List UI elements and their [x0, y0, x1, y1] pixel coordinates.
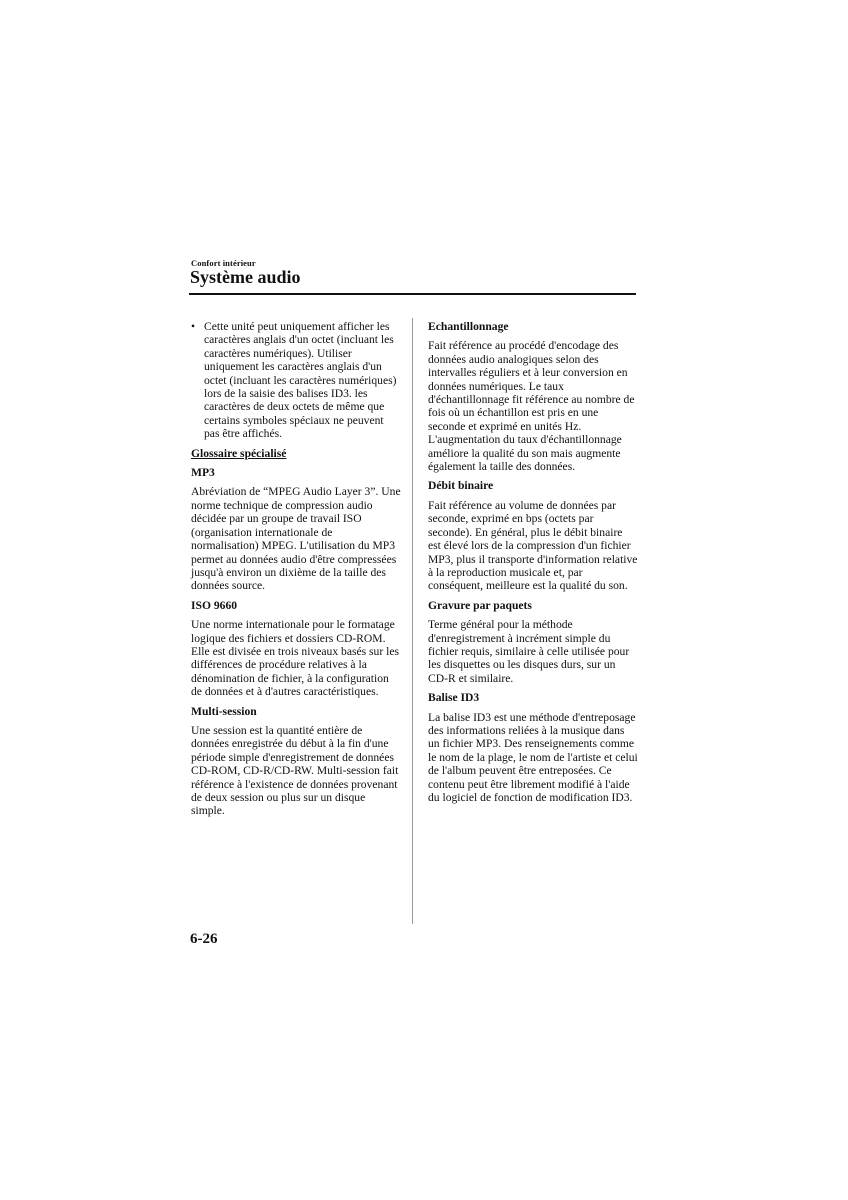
- definition-multi-session: Une session est la quantité entière de données enregistrée du début à la fin d'une période simple d'enregistrement de données CD-ROM, CD-R/CD-RW. Multi-session fait référence à l'existence de données provenant de deux session ou plus sur un disque simple.: [191, 723, 399, 818]
- definition-balise-id3: La balise ID3 est une méthode d'entreposage des informations reliées à la musique dans un fichier MP3. Des renseignements comme le nom de la plage, le nom de l'artiste et celui de l'album peuvent être entreposées. Ce contenu peut être librement modifié à l'aide du logiciel de fonction de modification ID3.: [428, 710, 638, 804]
- term-mp3: MP3: [191, 466, 215, 480]
- page-title: Système audio: [190, 267, 301, 287]
- column-divider: [412, 318, 413, 924]
- definition-iso-9660: Une norme internationale pour le formatage logique des fichiers et dossiers CD-ROM. Elle est divisée en trois niveaux basés sur les différences de procédure relatives à la dénomination de fichier, à la configuration de données et à d'autres caractéristiques.: [191, 618, 399, 699]
- title-rule: [189, 293, 636, 295]
- term-balise-id3: Balise ID3: [428, 691, 480, 705]
- right-column: [428, 320, 638, 810]
- page-number: 6-26: [190, 931, 218, 947]
- section-label: Confort intérieur: [191, 258, 256, 268]
- term-debit-binaire: Débit binaire: [428, 479, 494, 493]
- left-column: [191, 320, 401, 824]
- bullet-item: [191, 320, 401, 441]
- definition-mp3: Abréviation de “MPEG Audio Layer 3”. Une norme technique de compression audio décidée par un groupe de travail ISO (organisation internationale de normalisation) MPEG. L'utilisation du MP3 permet au données audio d'être compressées jusqu'à environ un dixième de la taille des données source.: [191, 485, 401, 593]
- bullet-text: Cette unité peut uniquement afficher les caractères anglais d'un octet (incluant les caractères numériques). Utiliser uniquement les caractères anglais d'un octet (incluant les caractères numériques) lors de la saisie des balises ID3. les caractères de deux octets de même que certains symboles spéciaux ne peuvent pas être affichés.: [204, 320, 397, 441]
- definition-gravure-par-paquets: Terme général pour la méthode d'enregistrement à incrément simple du fichier requis, similaire à celle utilisée pour les disquettes ou les disques durs, sur un CD-R et similaire.: [428, 618, 630, 685]
- definition-debit-binaire: Fait référence au volume de données par seconde, exprimé en bps (octets par seconde). En général, plus le débit binaire est élevé lors de la compression d'un fichier MP3, plus il transporte d'information relative à la reproduction musicale et, par conséquent, meilleure est la qualité du son.: [428, 498, 638, 593]
- definition-echantillonnage: Fait référence au procédé d'encodage des données audio analogiques selon des intervalles réguliers et à leur conversion en données numériques. Le taux d'échantillonnage fit référence au nombre de fois où un échantillon est pris en une seconde et exprimé en unités Hz. L'augmentation du taux d'échantillonnage améliore la qualité du son mais augmente également la taille des données.: [428, 339, 635, 474]
- glossary-heading: Glossaire spécialisé: [191, 446, 287, 460]
- term-gravure-par-paquets: Gravure par paquets: [428, 598, 532, 612]
- term-multi-session: Multi-session: [191, 704, 257, 718]
- term-iso-9660: ISO 9660: [191, 598, 238, 612]
- term-echantillonnage: Echantillonnage: [428, 320, 509, 333]
- bullet-dot-icon: •: [191, 320, 196, 333]
